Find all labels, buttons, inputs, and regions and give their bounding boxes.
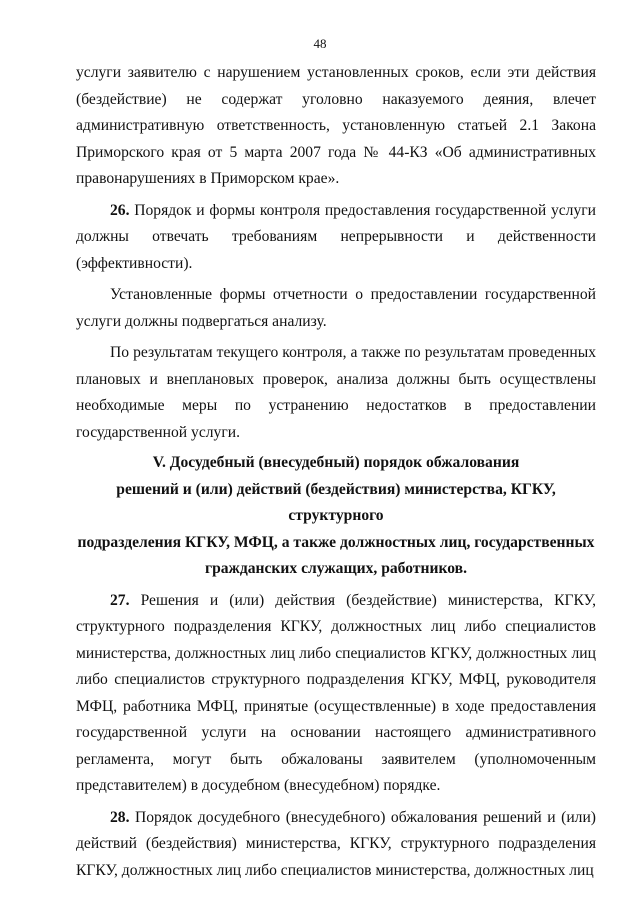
- paragraph-26-number: 26.: [110, 201, 130, 219]
- paragraph-continuation: услуги заявителю с нарушением установленных сроков, если эти действия (бездействие) не содержат уголовно наказуемого деяния, влечет административную ответственность, установленную статьей 2.1 Закона Приморского края от 5 марта 2007 года № 44-КЗ «Об административных правонарушениях в Приморском крае».: [76, 64, 596, 187]
- paragraph-28-number: 28.: [110, 808, 130, 826]
- paragraph-27: [76, 588, 596, 800]
- page-number: 48: [313, 36, 327, 51]
- section-v-heading-line-2: решений и (или) действий (бездействия) министерства, КГКУ,: [116, 480, 556, 498]
- paragraph-26-text: Порядок и формы контроля предоставления государственной услуги должны отвечать требованиям непрерывности и действенности (эффективности).: [76, 201, 596, 272]
- section-v-heading-line-3: структурного: [288, 507, 384, 524]
- paragraph-27-text: Решения и (или) действия (бездействие) министерства, КГКУ, структурного подразделения КГКУ, должностных лиц либо специалистов министерства, должностных лиц либо специалистов КГКУ, должностных лиц либо специалистов структурного подразделения КГКУ, МФЦ, руководителя МФЦ, работника МФЦ, принятые (осуществленные) в ходе предоставления государственной услуги на основании настоящего административного регламента, могут быть обжалованы заявителем (уполномоченным представителем) в досудебном (внесудебном) порядке.: [76, 591, 596, 794]
- paragraph-control-results: По результатам текущего контроля, а также по результатам проведенных плановых и внеплановых проверок, анализа должны быть осуществлены необходимые меры по устранению недостатков в предоставлении государственной услуги.: [76, 344, 596, 441]
- section-v-heading-line-4: подразделения КГКУ, МФЦ, а также должностных лиц, государственных: [77, 533, 595, 551]
- paragraph-reporting-forms: Установленные формы отчетности о предоставлении государственной услуги должны подвергаться анализу.: [76, 286, 596, 330]
- paragraph-28-text: Порядок досудебного (внесудебного) обжалования решений и (или) действий (бездействия) министерства, КГКУ, структурного подразделения КГКУ, должностных лиц либо специалистов министерства, должностных лиц: [76, 808, 596, 879]
- section-v-heading: [76, 450, 596, 583]
- paragraph-26: [76, 198, 596, 278]
- document-body: [76, 60, 596, 884]
- paragraph-28: [76, 805, 596, 885]
- section-v-heading-line-5: гражданских служащих, работников.: [204, 560, 467, 577]
- section-v-heading-line-1: V. Досудебный (внесудебный) порядок обжалования: [152, 454, 520, 471]
- paragraph-27-number: 27.: [110, 591, 130, 609]
